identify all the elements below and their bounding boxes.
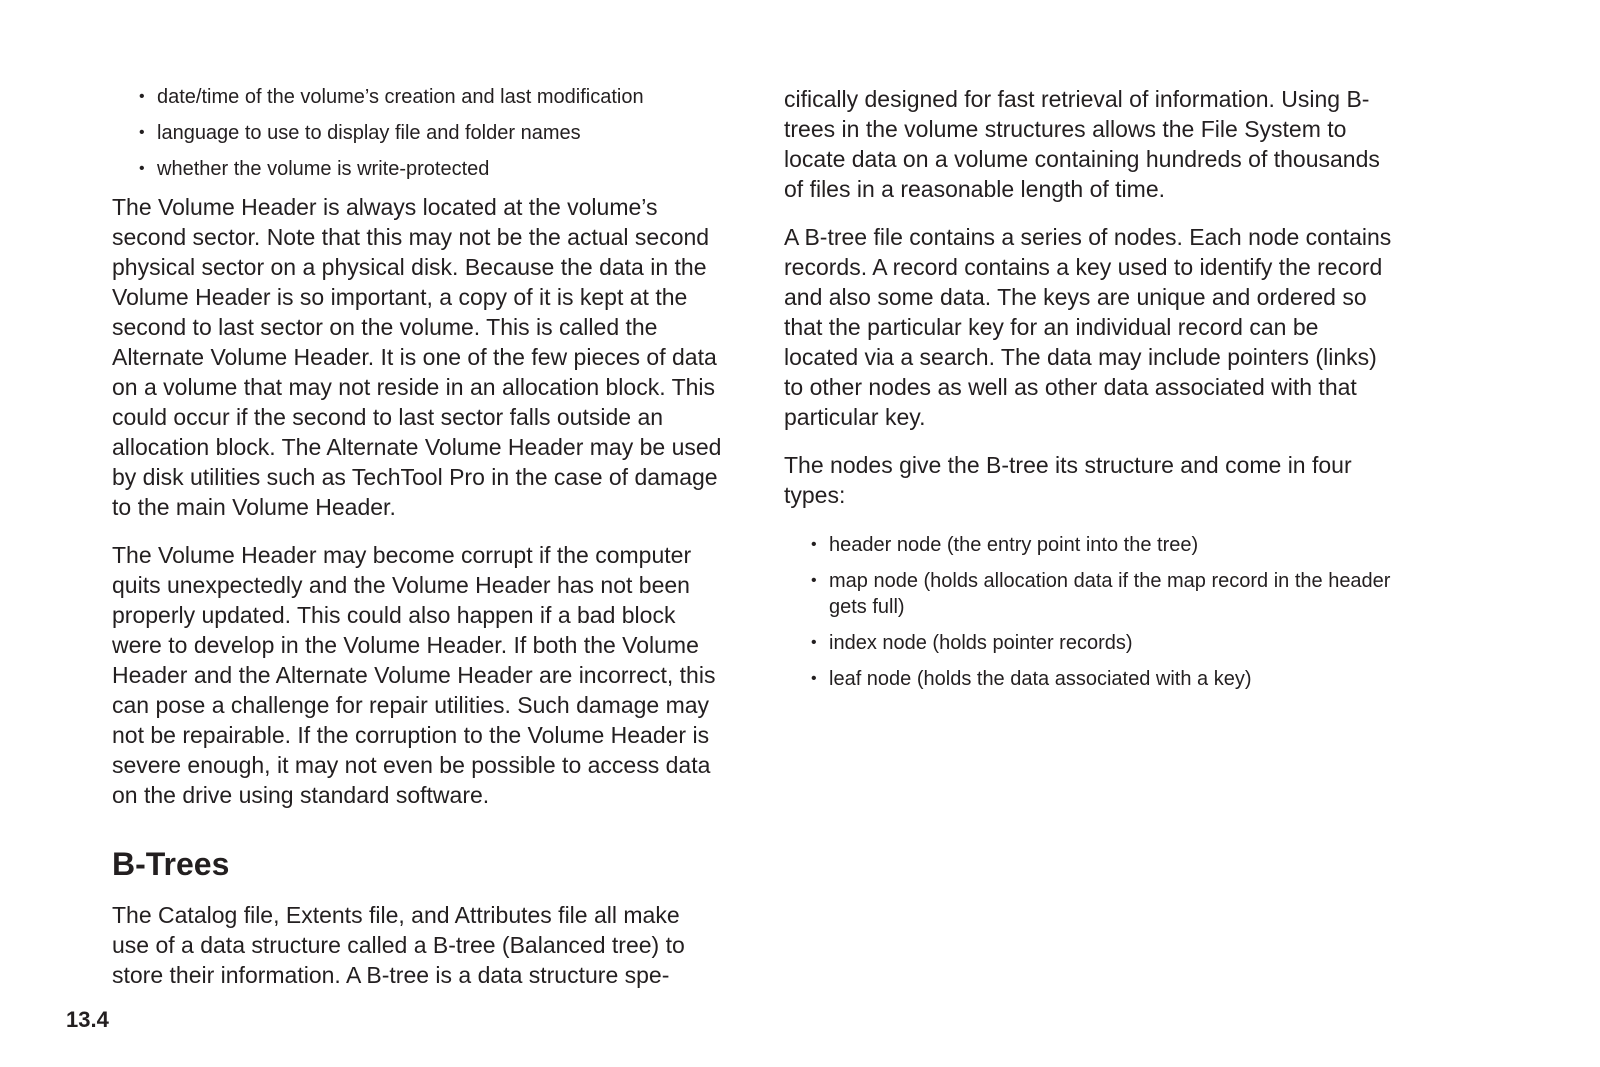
list-item xyxy=(784,630,1394,656)
paragraph-btree-intro: The Catalog file, Extents file, and Attributes file all make use of a data structure called a B-tree (Balanced tree) to store their information. A B-tree is a data structure spe- xyxy=(112,902,685,988)
bullet-icon: • xyxy=(139,160,145,177)
bullet-icon: • xyxy=(811,670,817,687)
list-item xyxy=(112,156,722,182)
bullet-icon: • xyxy=(811,536,817,553)
node-types-bullet-list xyxy=(784,532,1394,692)
list-item xyxy=(784,666,1394,692)
paragraph-volume-header-location: The Volume Header is always located at the volume’s second sector. Note that this may not be the actual second physical sector on a physical disk. Because the data in the Volume Header is so important, a copy of it is kept at the second to last sector on the volume. This is called the Alternate Volume Header. It is one of the few pieces of data on a volume that may not reside in an allocation block. This could occur if the second to last sector falls outside an allocation block. The Alternate Volume Header may be used by disk utilities such as TechTool Pro in the case of damage to the main Volume Header. xyxy=(112,194,722,520)
bullet-icon: • xyxy=(811,572,817,589)
list-item-text: index node (holds pointer records) xyxy=(829,632,1133,654)
paragraph-volume-header-corruption: The Volume Header may become corrupt if the computer quits unexpectedly and the Volume Header has not been properly updated. This could also happen if a bad block were to develop in the Volume Header. If both the Volume Header and the Alternate Volume Header are incorrect, this can pose a challenge for repair utilities. Such damage may not be repairable. If the corruption to the Volume Header is severe enough, it may not even be possible to access data on the drive using standard software. xyxy=(112,542,716,808)
page-number: 13.4 xyxy=(66,1007,109,1032)
section-heading: B-Trees xyxy=(112,846,230,882)
list-item-text: header node (the entry point into the tree) xyxy=(829,534,1199,556)
paragraph-node-types-intro: The nodes give the B-tree its structure and come in four types: xyxy=(784,452,1352,508)
bullet-icon: • xyxy=(811,634,817,651)
paragraph-btree-retrieval: cifically designed for fast retrieval of information. Using B-trees in the volume structures allows the File System to locate data on a volume containing hundreds of thousands of files in a reasonable length of time. xyxy=(784,86,1380,202)
bullet-icon: • xyxy=(139,88,145,105)
list-item xyxy=(112,84,722,110)
list-item-text: leaf node (holds the data associated with a key) xyxy=(829,668,1252,690)
bullet-icon: • xyxy=(139,124,145,141)
right-column xyxy=(784,84,1394,702)
paragraph-btree-nodes: A B-tree file contains a series of nodes. Each node contains records. A record contains a key used to identify the record and also some data. The keys are unique and ordered so that the particular key for an individual record can be located via a search. The data may include pointers (links) to other nodes as well as other data associated with that particular key. xyxy=(784,224,1392,430)
list-item-text: date/time of the volume’s creation and last modification xyxy=(157,86,644,108)
left-column xyxy=(112,84,722,1008)
volume-header-bullet-list xyxy=(112,84,722,182)
list-item xyxy=(784,568,1394,620)
list-item-text: language to use to display file and folder names xyxy=(157,122,581,144)
list-item-text: map node (holds allocation data if the map record in the header gets full) xyxy=(829,570,1391,618)
list-item xyxy=(112,120,722,146)
list-item xyxy=(784,532,1394,558)
list-item-text: whether the volume is write-protected xyxy=(157,158,490,180)
